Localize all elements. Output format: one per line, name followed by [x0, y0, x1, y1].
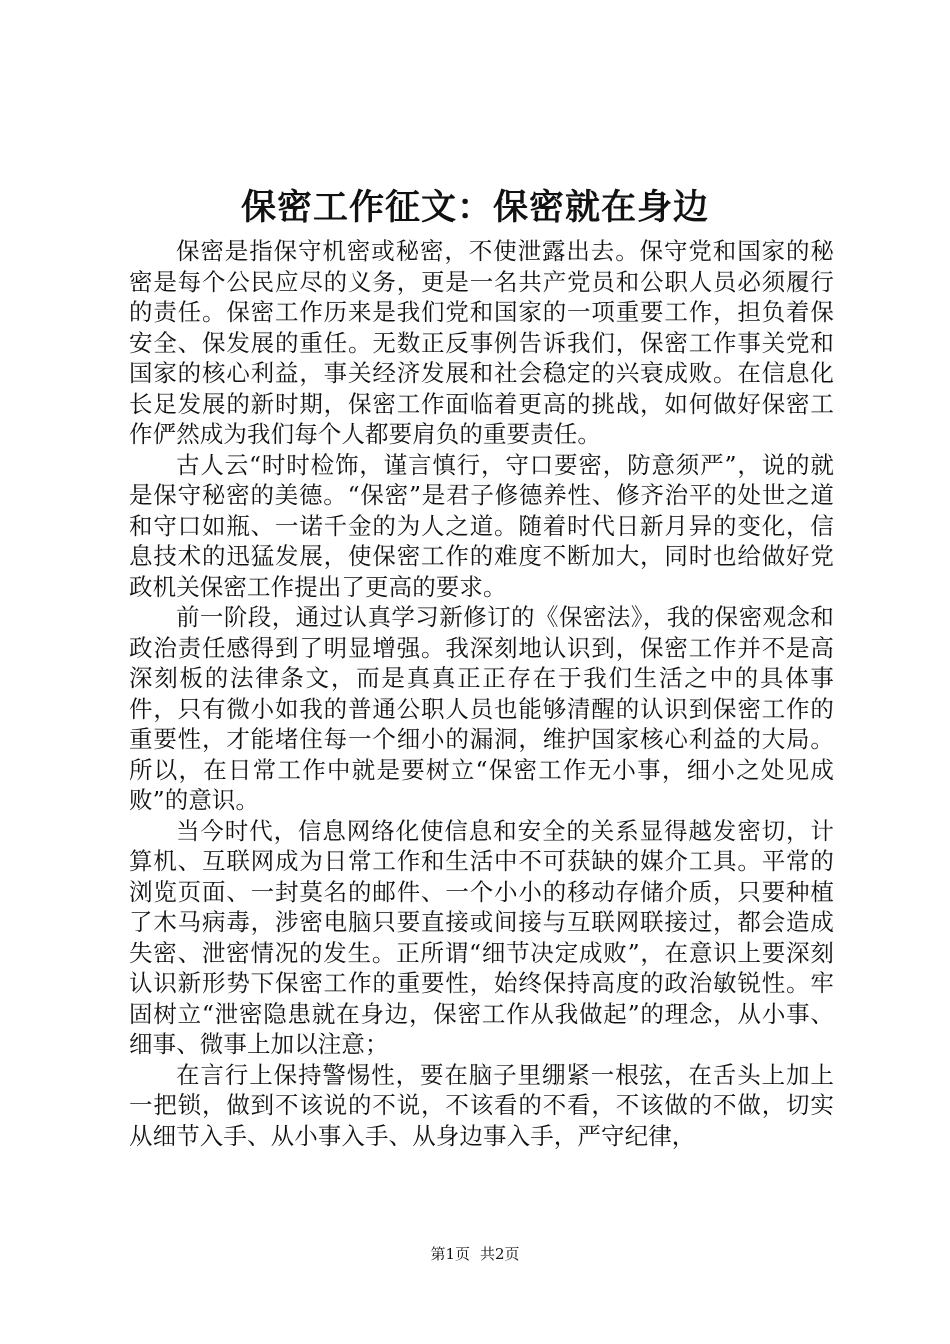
page-number-current: 第1页 [430, 1245, 470, 1263]
page-number-total: 共2页 [480, 1245, 520, 1263]
paragraph-4: 当今时代，信息网络化使信息和安全的关系显得越发密切，计算机、互联网成为日常工作和生活中不可获缺的媒介工具。平常的浏览页面、一封莫名的邮件、一个小小的移动存储介质，只要种植了木马病毒，涉密电脑只要直接或间接与互联网联接过，都会造成失密、泄密情况的发生。正所谓“细节决定成败”，在意识上要深刻认识新形势下保密工作的重要性，始终保持高度的政治敏锐性。牢固树立“泄密隐患就在身边，保密工作从我做起”的理念，从小事、细事、微事上加以注意； [129, 816, 834, 1058]
paragraph-1: 保密是指保守机密或秘密，不使泄露出去。保守党和国家的秘密是每个公民应尽的义务，更是一名共产党员和公职人员必须履行的责任。保密工作历来是我们党和国家的一项重要工作，担负着保安全、保发展的重任。无数正反事例告诉我们，保密工作事关党和国家的核心利益，事关经济发展和社会稳定的兴衰成败。在信息化长足发展的新时期，保密工作面临着更高的挑战，如何做好保密工作俨然成为我们每个人都要肩负的重要责任。 [129, 237, 834, 448]
document-title: 保密工作征文：保密就在身边 [240, 187, 709, 228]
document-body [129, 236, 834, 1151]
paragraph-2: 古人云“时时检饰，谨言慎行，守口要密，防意须严”，说的就是保守秘密的美德。“保密”是君子修德养性、修齐治平的处世之道和守口如瓶、一诺千金的为人之道。随着时代日新月异的变化，信息技术的迅猛发展，使保密工作的难度不断加大，同时也给做好党政机关保密工作提出了更高的要求。 [129, 450, 834, 601]
page-footer [0, 1244, 950, 1264]
paragraph-3: 前一阶段，通过认真学习新修订的《保密法》，我的保密观念和政治责任感得到了明显增强。我深刻地认识到，保密工作并不是高深刻板的法律条文，而是真真正正存在于我们生活之中的具体事件，只有微小如我的普通公职人员也能够清醒的认识到保密工作的重要性，才能堵住每一个细小的漏洞，维护国家核心利益的大局。所以，在日常工作中就是要树立“保密工作无小事，细小之处见成败”的意识。 [129, 603, 834, 814]
paragraph-5: 在言行上保持警惕性，要在脑子里绷紧一根弦，在舌头上加上一把锁，做到不该说的不说，不该看的不看，不该做的不做，切实从细节入手、从小事入手、从身边事入手，严守纪律， [129, 1060, 834, 1150]
